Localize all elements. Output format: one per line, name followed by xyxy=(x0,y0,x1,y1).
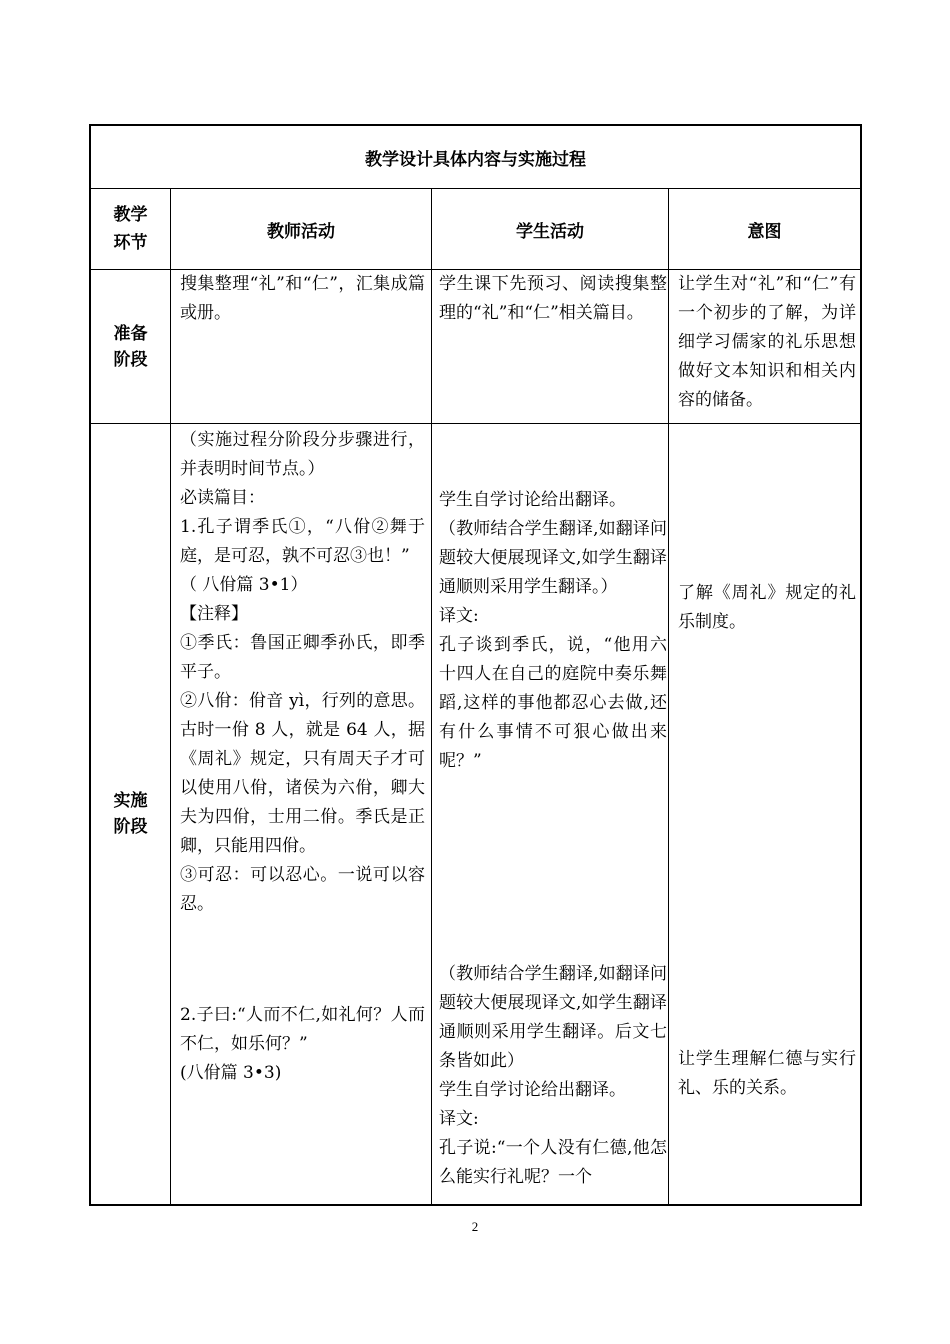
stage-implementation-line1: 实施 xyxy=(113,791,148,811)
impl-intent-2: 让学生理解仁德与实行礼、乐的关系。 xyxy=(678,1049,856,1098)
impl-student-translation: 孔子谈到季氏，说，“他用六十四人在自己的庭院中奏乐舞蹈,这样的事他都忍心去做,还有什么事情不可狠心做出来呢？” xyxy=(439,635,667,771)
stage-preparation xyxy=(91,270,170,423)
impl-student-note: （教师结合学生翻译,如翻译问题较大便展现译文,如学生翻译通顺则采用学生翻译。） xyxy=(439,519,667,597)
impl-student-activity xyxy=(439,486,667,776)
impl-student-discuss: 学生自学讨论给出翻译。 xyxy=(439,490,626,510)
header-section xyxy=(91,189,170,269)
impl-teacher-required-reading: 必读篇目： xyxy=(180,488,265,508)
impl-teacher-passage-2: 2.子曰:“人而不仁,如礼何？人而不仁，如乐何？” xyxy=(180,1005,425,1054)
prep-student-activity: 学生课下先预习、阅读搜集整理的“礼”和“仁”相关篇目。 xyxy=(439,274,667,323)
column-divider xyxy=(431,188,432,1204)
stage-implementation xyxy=(91,424,170,1204)
column-divider xyxy=(668,188,669,1204)
impl-student-translation-2: 孔子说:“一个人没有仁德,他怎么能实行礼呢？一个 xyxy=(439,1138,667,1187)
impl-student-translation-label-2: 译文: xyxy=(439,1109,479,1129)
impl-teacher-note-1: ①季氏：鲁国正卿季孙氏，即季平子。 xyxy=(180,633,425,682)
header-section-line2: 环节 xyxy=(113,233,148,253)
prep-intent: 让学生对“礼”和“仁”有一个初步的了解，为详细学习儒家的礼乐思想做好文本知识和相关内容的储备。 xyxy=(678,274,856,410)
stage-preparation-line1: 准备 xyxy=(113,323,148,344)
impl-student-discuss-2: 学生自学讨论给出翻译。 xyxy=(439,1080,626,1100)
header-student-activity: 学生活动 xyxy=(516,221,584,242)
column-divider xyxy=(170,188,171,1204)
impl-teacher-passage-1-source: （ 八佾篇 3•1） xyxy=(180,575,308,595)
lesson-plan-table xyxy=(89,124,862,1206)
impl-teacher-activity xyxy=(180,426,425,919)
stage-implementation-line2: 阶段 xyxy=(113,817,148,837)
header-intent: 意图 xyxy=(747,221,782,242)
table-title: 教学设计具体内容与实施过程 xyxy=(365,149,586,170)
impl-teacher-intro: （实施过程分阶段分步骤进行，并表明时间节点。） xyxy=(180,430,425,479)
header-teacher-activity: 教师活动 xyxy=(267,221,335,242)
impl-intent-1: 了解《周礼》规定的礼乐制度。 xyxy=(678,583,856,632)
impl-teacher-passage-2-source: (八佾篇 3•3) xyxy=(180,1063,282,1083)
impl-student-translation-label: 译文: xyxy=(439,606,479,626)
impl-teacher-activity-2 xyxy=(180,1001,425,1088)
impl-teacher-passage-1: 1.孔子谓季氏①，“八佾②舞于庭，是可忍，孰不可忍③也！” xyxy=(180,517,425,566)
impl-teacher-note-2: ②八佾：佾音 yì，行列的意思。古时一佾 8 人，就是 64 人，据《周礼》规定，只有周天子才可以使用八佾，诸侯为六佾，卿大夫为四佾，士用二佾。季氏是正卿，只能用四佾。 xyxy=(180,691,425,856)
header-section-line1: 教学 xyxy=(113,205,148,225)
stage-preparation-line2: 阶段 xyxy=(113,349,148,370)
page-number: 2 xyxy=(471,1219,479,1234)
impl-teacher-note-3: ③可忍：可以忍心。一说可以容忍。 xyxy=(180,865,425,914)
row-divider xyxy=(91,423,860,424)
impl-teacher-notes-heading: 【注释】 xyxy=(180,604,248,624)
impl-student-note-2: （教师结合学生翻译,如翻译问题较大便展现译文,如学生翻译通顺则采用学生翻译。后文七条皆如此） xyxy=(439,964,667,1071)
prep-teacher-activity: 搜集整理“礼”和“仁”，汇集成篇或册。 xyxy=(180,274,425,323)
impl-student-activity-2 xyxy=(439,960,667,1192)
